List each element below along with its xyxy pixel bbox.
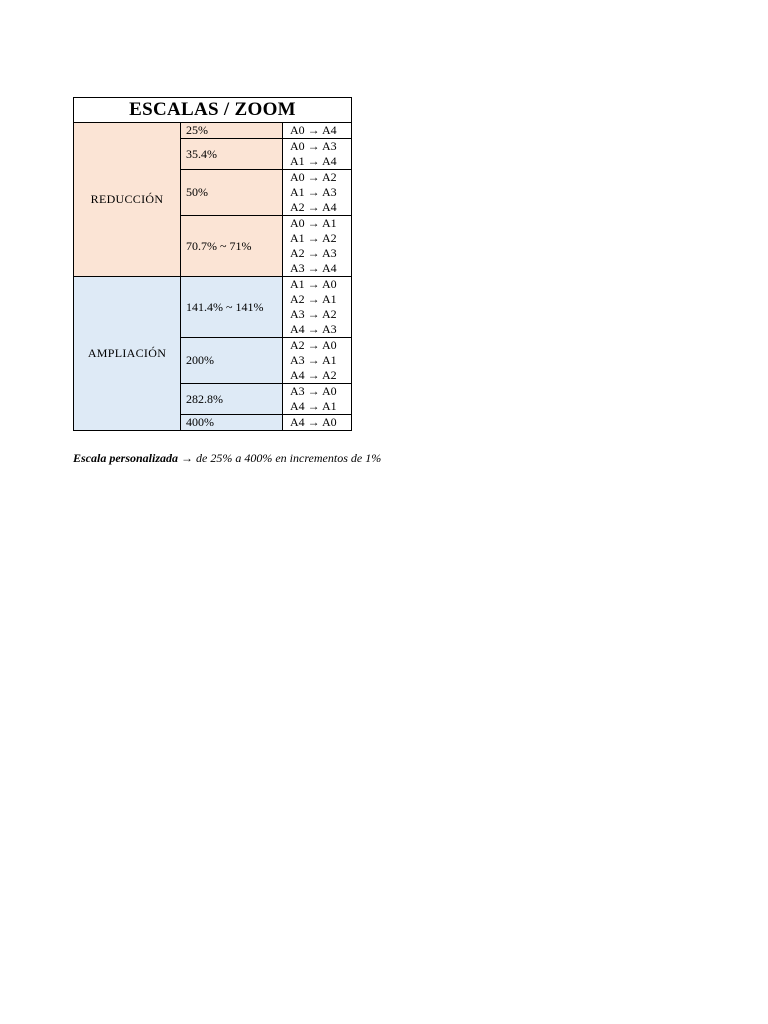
paper-conversion: A3 → A1 (290, 353, 337, 367)
paper-conversion: A2 → A1 (290, 292, 337, 306)
paper-conversions (283, 139, 352, 170)
table-title: ESCALAS / ZOOM (74, 98, 352, 123)
paper-conversion: A1 → A2 (290, 231, 337, 245)
paper-conversion: A0 → A1 (290, 216, 337, 230)
scale-value: 35.4% (181, 139, 283, 170)
paper-conversion: A3 → A0 (290, 384, 337, 398)
paper-conversion: A0 → A3 (290, 139, 337, 153)
paper-conversion: A3 → A4 (290, 261, 337, 275)
custom-scale-note (73, 451, 381, 466)
paper-conversions (283, 170, 352, 216)
paper-conversions (283, 384, 352, 415)
scale-value: 200% (181, 338, 283, 384)
paper-conversion: A1 → A4 (290, 154, 337, 168)
scale-value: 50% (181, 170, 283, 216)
scales-table-body (74, 98, 352, 431)
paper-conversions (283, 277, 352, 338)
scale-value: 70.7% ~ 71% (181, 216, 283, 277)
paper-conversion: A1 → A0 (290, 277, 337, 291)
paper-conversions (283, 216, 352, 277)
paper-conversion: A1 → A3 (290, 185, 337, 199)
paper-conversion: A2 → A0 (290, 338, 337, 352)
table-row (74, 277, 352, 338)
category-reduccion: REDUCCIÓN (74, 123, 181, 277)
note-bold-label: Escala personalizada (73, 451, 179, 465)
paper-conversion: A3 → A2 (290, 307, 337, 321)
category-ampliacion: AMPLIACIÓN (74, 277, 181, 431)
paper-conversion: A4 → A2 (290, 368, 337, 382)
paper-conversion: A0 → A2 (290, 170, 337, 184)
paper-conversion: A4 → A1 (290, 399, 337, 413)
paper-conversion: A2 → A4 (290, 200, 337, 214)
scale-value: 25% (181, 123, 283, 139)
scales-table (73, 97, 352, 431)
scale-value: 400% (181, 415, 283, 431)
paper-conversions (283, 338, 352, 384)
note-text: → de 25% a 400% en incrementos de 1% (178, 451, 382, 465)
table-row (74, 123, 352, 139)
paper-conversion: A4 → A0 (290, 415, 337, 429)
table-title-row (74, 98, 352, 123)
scale-value: 282.8% (181, 384, 283, 415)
paper-conversion: A4 → A3 (290, 322, 337, 336)
scale-value: 141.4% ~ 141% (181, 277, 283, 338)
paper-conversions (283, 415, 352, 431)
paper-conversion: A0 → A4 (290, 123, 337, 137)
paper-conversions (283, 123, 352, 139)
paper-conversion: A2 → A3 (290, 246, 337, 260)
